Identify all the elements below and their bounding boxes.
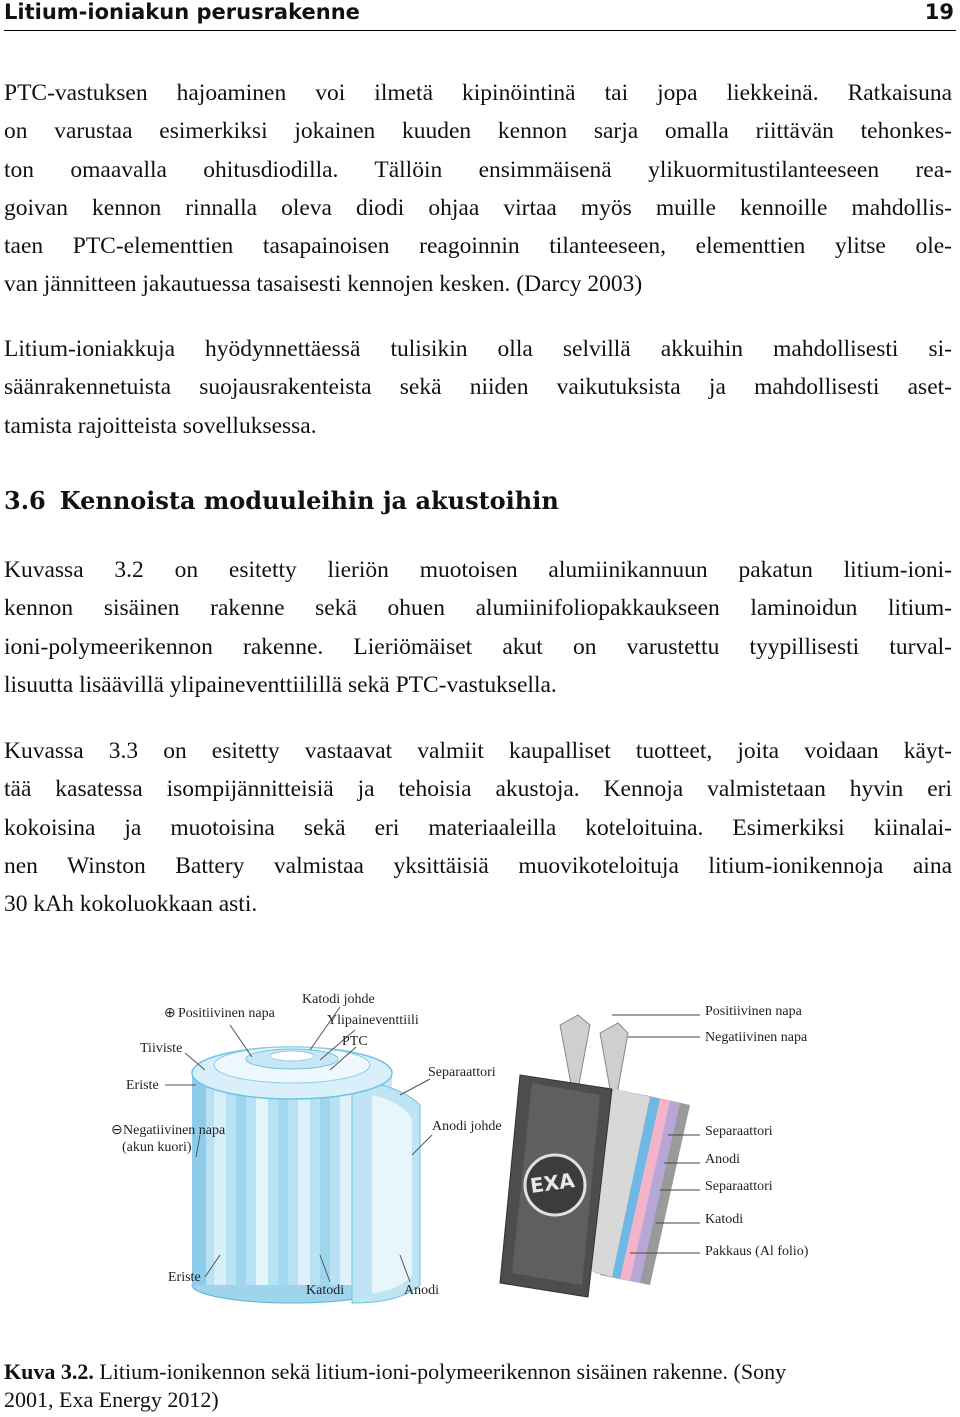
- label-pouch-positiivinen-napa: Positiivinen napa: [705, 1004, 802, 1019]
- label-pouch-separaattori-1: Separaattori: [705, 1124, 773, 1139]
- label-akun-kuori: (akun kuori): [122, 1140, 192, 1155]
- figure-cell-structures: [0, 985, 960, 1315]
- text-line: ioni-polymeerikennon rakenne. Lieriömäiset akut on varustettu tyypillisesti turval-: [4, 633, 952, 660]
- label-pouch-anodi: Anodi: [705, 1152, 740, 1167]
- text-line: Kuvassa 3.3 on esitetty vastaavat valmiit kaupalliset tuotteet, joita voidaan käyt-: [4, 738, 952, 764]
- label-anodi-johde: Anodi johde: [432, 1119, 502, 1134]
- plus-terminal-icon: ⊕: [164, 1006, 176, 1021]
- label-separaattori: Separaattori: [428, 1065, 496, 1080]
- text-line: kennon sisäinen rakenne sekä ohuen alumiinifoliopakkaukseen laminoidun litium-: [4, 595, 952, 622]
- label-eriste-bottom: Eriste: [168, 1270, 201, 1285]
- label-ptc: PTC: [342, 1034, 368, 1049]
- section-heading: [4, 486, 559, 515]
- label-anodi: Anodi: [404, 1283, 439, 1298]
- text-line: taen PTC-elementtien tasapainoisen reagoinnin tilanteeseen, elementtien ylitse ole-: [4, 233, 952, 260]
- paragraph-protection-structures: [4, 330, 952, 445]
- text-line: tamista rajoitteista sovelluksessa.: [4, 412, 317, 439]
- section-number: 3.6: [4, 486, 46, 515]
- text-line: kokoisina ja muotoisina sekä eri materiaaleilla koteloituina. Esimerkiksi kiinalai-: [4, 814, 952, 841]
- text-line: lisuutta lisäävillä ylipaineventtiilillä sekä PTC-vastuksella.: [4, 671, 557, 698]
- figure-caption: [4, 1358, 952, 1414]
- text-line: Kuvassa 3.2 on esitetty lieriön muotoisen alumiinikannuun pakatun litium-ioni-: [4, 557, 952, 583]
- caption-line-2: 2001, Exa Energy 2012): [4, 1387, 219, 1412]
- label-pouch-pakkaus: Pakkaus (Al folio): [705, 1244, 809, 1259]
- running-header: [4, 0, 956, 31]
- paragraph-figure-description: [4, 551, 952, 704]
- text-line: nen Winston Battery valmistaa yksittäisiä muovikoteloituja litium-ionikennoja aina: [4, 852, 952, 879]
- pouch-cell-illustration: [500, 1015, 700, 1297]
- text-line: säänrakennetuista suojausrakenteista sekä niiden vaikutuksista ja mahdollisesti aset-: [4, 374, 952, 401]
- caption-line-1: Litium-ionikennon sekä litium-ioni-polymeerikennon sisäinen rakenne. (Sony: [99, 1359, 787, 1384]
- minus-terminal-icon: ⊖: [111, 1123, 123, 1138]
- paragraph-ptc-bypass-diode: [4, 74, 952, 304]
- paragraph-commercial-products: [4, 732, 952, 923]
- label-pouch-separaattori-2: Separaattori: [705, 1179, 773, 1194]
- section-title: Kennoista moduuleihin ja akustoihin: [59, 486, 559, 515]
- text-line: goivan kennon rinnalla oleva diodi ohjaa virtaa myös muille kennoille mahdollis-: [4, 194, 952, 221]
- label-tiiviste: Tiiviste: [140, 1041, 183, 1056]
- text-line: 30 kAh kokoluokkaan asti.: [4, 891, 258, 918]
- label-negatiivinen-napa: Negatiivinen napa: [123, 1123, 226, 1138]
- text-line: Litium-ioniakkuja hyödynnettäessä tulisikin olla selvillä akkuihin mahdollisesti si-: [4, 336, 952, 362]
- label-pouch-katodi: Katodi: [705, 1212, 744, 1227]
- label-ylipaineventtiili: Ylipaineventtiili: [327, 1013, 419, 1028]
- label-katodi: Katodi: [306, 1283, 345, 1298]
- page-number: 19: [924, 0, 954, 24]
- cylindrical-cell-illustration: [165, 1007, 432, 1303]
- label-positiivinen-napa: Positiivinen napa: [178, 1006, 275, 1021]
- label-pouch-negatiivinen-napa: Negatiivinen napa: [705, 1030, 808, 1045]
- label-eriste: Eriste: [126, 1078, 159, 1093]
- header-title: Litium-ioniakun perusrakenne: [4, 0, 360, 24]
- label-katodi-johde: Katodi johde: [302, 992, 375, 1007]
- exa-logo: EXA: [528, 1168, 577, 1198]
- text-line: ton omaavalla ohitusdiodilla. Tällöin ensimmäisenä ylikuormitustilanteeseen rea-: [4, 156, 952, 183]
- text-line: PTC-vastuksen hajoaminen voi ilmetä kipinöintinä tai jopa liekkeinä. Ratkaisuna: [4, 80, 952, 106]
- caption-label: Kuva 3.2.: [4, 1359, 94, 1384]
- text-line: van jännitteen jakautuessa tasaisesti kennojen kesken. (Darcy 2003): [4, 271, 643, 298]
- text-line: on varustaa esimerkiksi jokainen kuuden kennon sarja omalla riittävän tehonkes-: [4, 118, 952, 145]
- text-line: tää kasatessa isompijännitteisiä ja tehoisia akustoja. Kennoja valmistetaan hyvin eri: [4, 776, 952, 803]
